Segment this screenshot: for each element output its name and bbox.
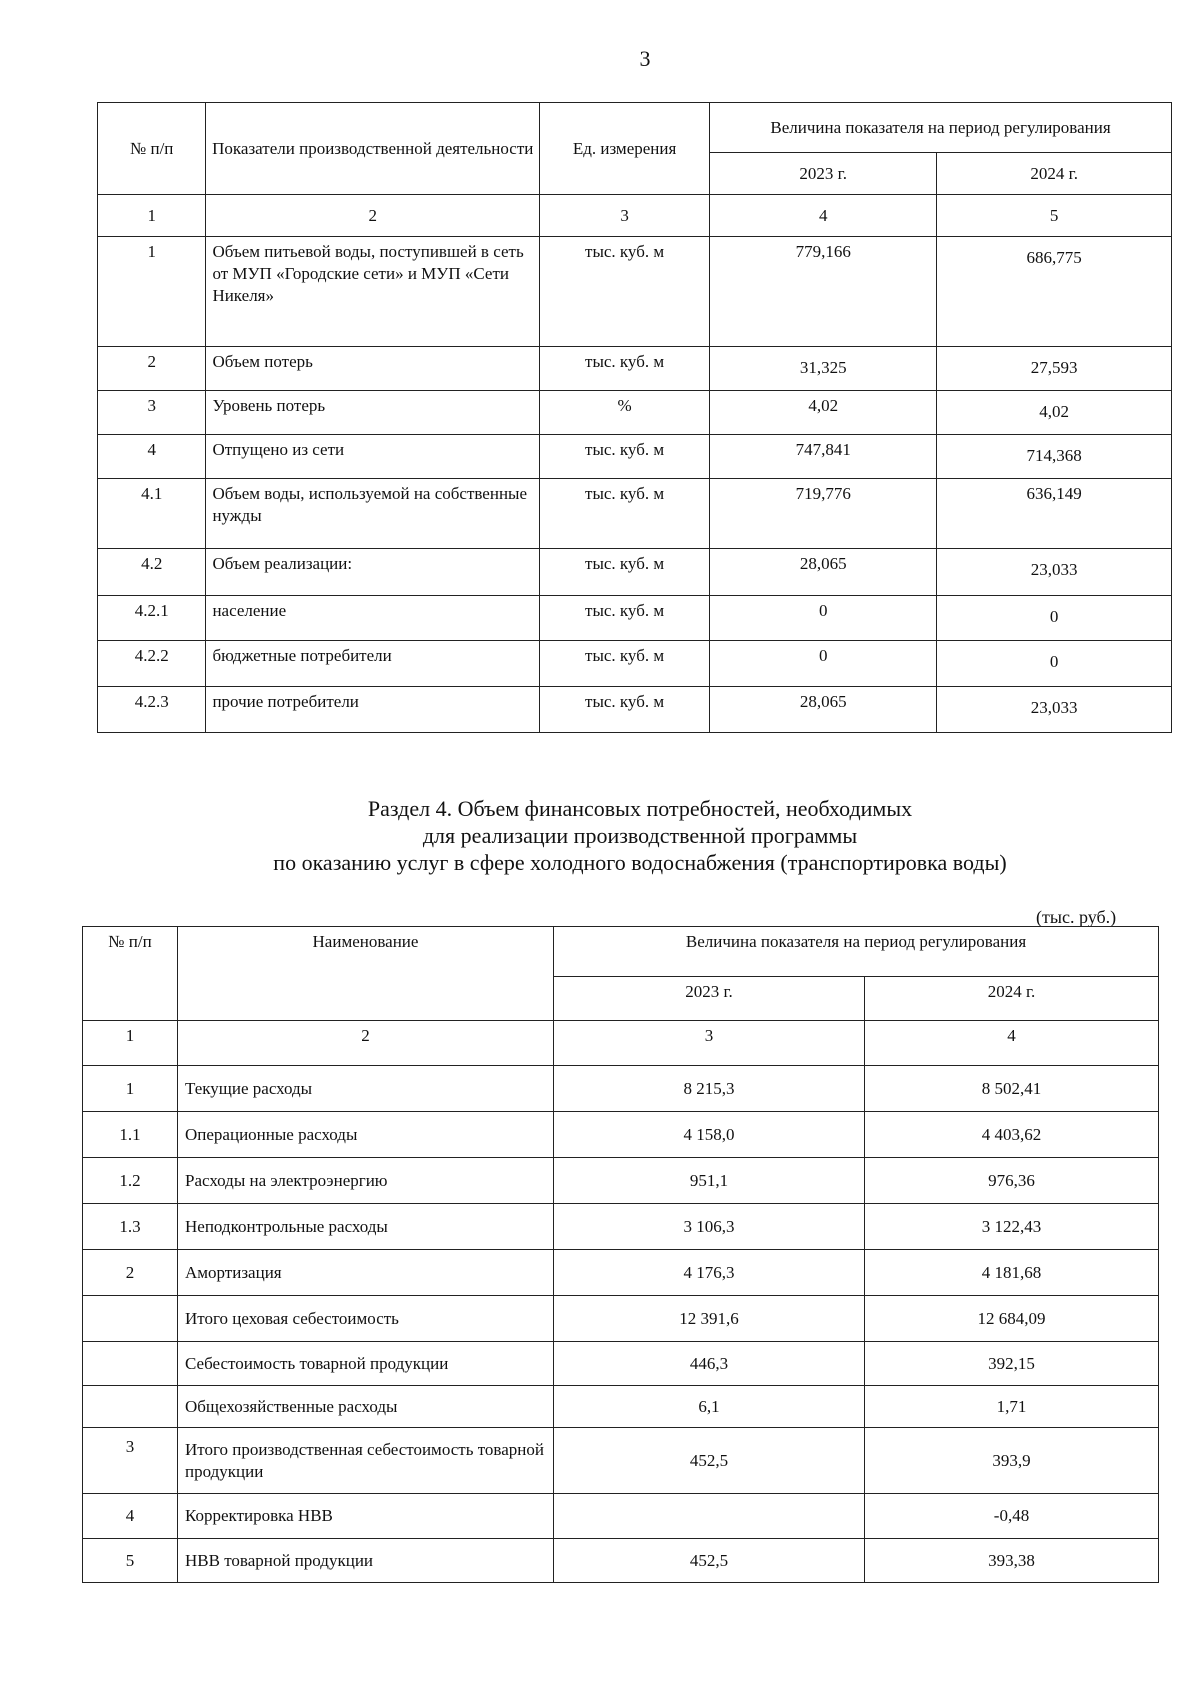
row-value-2023: 452,5 — [554, 1539, 865, 1583]
row-number: 3 — [83, 1428, 178, 1494]
row-value-2023: 951,1 — [554, 1158, 865, 1204]
row-unit: тыс. куб. м — [540, 549, 710, 596]
row-value-2023: 3 106,3 — [554, 1204, 865, 1250]
row-value-2024: 4 403,62 — [865, 1112, 1159, 1158]
row-value-2023: 747,841 — [710, 435, 937, 479]
row-name: Итого производственная себестоимость товарной продукции — [178, 1428, 554, 1494]
row-value-2023: 28,065 — [710, 549, 937, 596]
row-name: НВВ товарной продукции — [178, 1539, 554, 1583]
row-name: Итого цеховая себестоимость — [178, 1296, 554, 1342]
row-number: 1 — [83, 1066, 178, 1112]
row-unit: тыс. куб. м — [540, 237, 710, 347]
row-number: 5 — [83, 1539, 178, 1583]
row-unit: тыс. куб. м — [540, 596, 710, 641]
row-value-2024: 4 181,68 — [865, 1250, 1159, 1296]
table-row — [83, 1428, 1159, 1494]
row-value-2023: 446,3 — [554, 1342, 865, 1386]
table-row — [98, 549, 1172, 596]
row-value-2023: 31,325 — [710, 347, 937, 391]
row-value-2024: 12 684,09 — [865, 1296, 1159, 1342]
column-number: 1 — [83, 1021, 178, 1066]
column-number: 2 — [206, 195, 540, 237]
table-row — [83, 1539, 1159, 1583]
row-number: 4.2.3 — [98, 687, 206, 733]
column-number: 3 — [540, 195, 710, 237]
row-number: 1.3 — [83, 1204, 178, 1250]
section-title-line: по оказанию услуг в сфере холодного водоснабжения (транспортировка воды) — [273, 850, 1007, 875]
section-title-line: Раздел 4. Объем финансовых потребностей, необходимых — [367, 796, 913, 821]
table-row — [83, 1386, 1159, 1428]
row-name: Корректировка НВВ — [178, 1494, 554, 1539]
row-value-2024: 23,033 — [937, 687, 1172, 733]
row-number — [83, 1296, 178, 1342]
row-unit: % — [540, 391, 710, 435]
row-value-2023: 0 — [710, 641, 937, 687]
table-row — [83, 1342, 1159, 1386]
row-number: 4.2.1 — [98, 596, 206, 641]
row-value-2023: 719,776 — [710, 479, 937, 549]
row-number: 1.1 — [83, 1112, 178, 1158]
row-value-2024: 23,033 — [937, 549, 1172, 596]
row-value-2023: 779,166 — [710, 237, 937, 347]
row-value-2023: 0 — [710, 596, 937, 641]
header-year-2023: 2023 г. — [554, 977, 865, 1021]
row-name: Объем реализации: — [206, 549, 540, 596]
header-num: № п/п — [98, 103, 206, 195]
table-row — [98, 479, 1172, 549]
row-name: Объем воды, используемой на собственные нужды — [206, 479, 540, 549]
row-name: Объем питьевой воды, поступившей в сеть от МУП «Городские сети» и МУП «Сети Никеля» — [206, 237, 540, 347]
table-row — [83, 1250, 1159, 1296]
header-period: Величина показателя на период регулирования — [554, 927, 1159, 977]
row-value-2024: 1,71 — [865, 1386, 1159, 1428]
table-row — [98, 641, 1172, 687]
column-number: 1 — [98, 195, 206, 237]
row-value-2024: 714,368 — [937, 435, 1172, 479]
row-value-2024: 27,593 — [937, 347, 1172, 391]
row-value-2024: 393,9 — [865, 1428, 1159, 1494]
row-value-2024: 8 502,41 — [865, 1066, 1159, 1112]
row-number: 1 — [98, 237, 206, 347]
row-name: Себестоимость товарной продукции — [178, 1342, 554, 1386]
column-number: 2 — [178, 1021, 554, 1066]
section-title-line: для реализации производственной программы — [422, 823, 858, 848]
row-unit: тыс. куб. м — [540, 687, 710, 733]
row-value-2023: 4,02 — [710, 391, 937, 435]
row-name: Уровень потерь — [206, 391, 540, 435]
header-year-2024: 2024 г. — [865, 977, 1159, 1021]
row-value-2023: 8 215,3 — [554, 1066, 865, 1112]
row-name: бюджетные потребители — [206, 641, 540, 687]
row-number: 4 — [83, 1494, 178, 1539]
financial-needs-table — [82, 926, 1159, 1583]
row-name: Общехозяйственные расходы — [178, 1386, 554, 1428]
row-name: Операционные расходы — [178, 1112, 554, 1158]
row-number: 4 — [98, 435, 206, 479]
row-value-2024: 3 122,43 — [865, 1204, 1159, 1250]
row-value-2023: 4 158,0 — [554, 1112, 865, 1158]
row-name: прочие потребители — [206, 687, 540, 733]
header-year-2023: 2023 г. — [710, 153, 937, 195]
row-value-2023: 28,065 — [710, 687, 937, 733]
table-row — [83, 1204, 1159, 1250]
row-name: Объем потерь — [206, 347, 540, 391]
row-name: Текущие расходы — [178, 1066, 554, 1112]
row-value-2024: 686,775 — [937, 237, 1172, 347]
row-value-2024: 393,38 — [865, 1539, 1159, 1583]
row-name: Расходы на электроэнергию — [178, 1158, 554, 1204]
header-indicator: Показатели производственной деятельности — [206, 103, 540, 195]
header-period: Величина показателя на период регулирования — [710, 103, 1172, 153]
column-number: 3 — [554, 1021, 865, 1066]
header-name: Наименование — [178, 927, 554, 1021]
row-number: 3 — [98, 391, 206, 435]
table-row — [98, 391, 1172, 435]
column-number: 4 — [865, 1021, 1159, 1066]
section-title — [100, 795, 1180, 876]
row-unit: тыс. куб. м — [540, 479, 710, 549]
page-number: 3 — [639, 46, 651, 71]
unit-note: (тыс. руб.) — [1036, 907, 1117, 927]
row-number: 4.1 — [98, 479, 206, 549]
table-row — [83, 1112, 1159, 1158]
table-row — [83, 1158, 1159, 1204]
row-number: 2 — [83, 1250, 178, 1296]
column-number: 4 — [710, 195, 937, 237]
table-row — [98, 435, 1172, 479]
row-value-2023: 4 176,3 — [554, 1250, 865, 1296]
row-value-2024: -0,48 — [865, 1494, 1159, 1539]
row-value-2024: 976,36 — [865, 1158, 1159, 1204]
table-row — [98, 596, 1172, 641]
row-number — [83, 1342, 178, 1386]
row-unit: тыс. куб. м — [540, 435, 710, 479]
row-name: Амортизация — [178, 1250, 554, 1296]
row-value-2024: 636,149 — [937, 479, 1172, 549]
row-value-2024: 392,15 — [865, 1342, 1159, 1386]
row-value-2023: 452,5 — [554, 1428, 865, 1494]
row-value-2023 — [554, 1494, 865, 1539]
row-unit: тыс. куб. м — [540, 347, 710, 391]
row-number: 2 — [98, 347, 206, 391]
row-value-2024: 0 — [937, 641, 1172, 687]
table-row — [83, 1066, 1159, 1112]
table-row — [83, 1296, 1159, 1342]
column-number: 5 — [937, 195, 1172, 237]
header-unit: Ед. измерения — [540, 103, 710, 195]
row-name: Отпущено из сети — [206, 435, 540, 479]
row-value-2023: 6,1 — [554, 1386, 865, 1428]
row-name: Неподконтрольные расходы — [178, 1204, 554, 1250]
row-number: 4.2 — [98, 549, 206, 596]
table-row — [98, 687, 1172, 733]
row-number: 4.2.2 — [98, 641, 206, 687]
row-number — [83, 1386, 178, 1428]
row-value-2024: 4,02 — [937, 391, 1172, 435]
row-name: население — [206, 596, 540, 641]
header-year-2024: 2024 г. — [937, 153, 1172, 195]
row-number: 1.2 — [83, 1158, 178, 1204]
table-row — [98, 347, 1172, 391]
row-value-2023: 12 391,6 — [554, 1296, 865, 1342]
table-row — [83, 1494, 1159, 1539]
header-num: № п/п — [83, 927, 178, 1021]
row-value-2024: 0 — [937, 596, 1172, 641]
row-unit: тыс. куб. м — [540, 641, 710, 687]
table-row — [98, 237, 1172, 347]
production-indicators-table — [97, 102, 1172, 733]
